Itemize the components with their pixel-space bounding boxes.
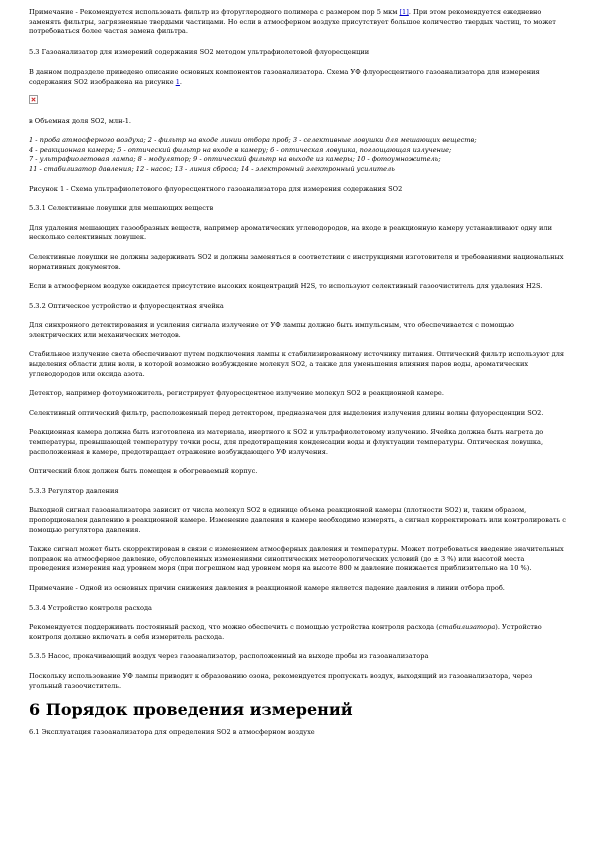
paragraph: Селективные ловушки не должны задерживать SO2 и должны заменяться в соответствии с инструкциями изготовителя и требованиями национальных нормативных документов. (29, 252, 564, 271)
section-5-3-intro-text: В данном подразделе приведено описание основных компонентов газоанализатора. Схема УФ флуоресцентного газоанализатора для измерения содержания SO2 изображена на рисунке (29, 68, 540, 86)
paragraph: Выходной сигнал газоанализатора зависит от числа молекул SO2 в единице объема реакционной камеры (плотности SO2) и, таким образом, пропорционален давлению в реакционной камере. Изменение давления в камере необходимо измерять, а сигнал корректировать или контролировать с помощью регулятора давления. (29, 506, 566, 534)
paragraph: Детектор, например фотоумножитель, регистрирует флуоресцентное излучение молекул SO2 в реакционной камере. (29, 389, 444, 398)
paragraph: Реакционная камера должна быть изготовлена из материала, инертного к SO2 и ультрафиолетовому излучению. Ячейка должна быть нагрета до температуры, превышающей температуру точки росы, для предотвращения конденсации воды и флуктуации температуры. Оптическая ловушка, расположенная в камере, предотвращает отражение возбуждающего УФ излучения. (29, 428, 544, 456)
section-5-3-5-heading: 5.3.5 Насос, прокачивающий воздух через газоанализатор, расположенный на выходе пробы из газоанализатора (29, 652, 429, 661)
paragraph (29, 623, 566, 642)
section-5-3-3-heading: 5.3.3 Регулятор давления (29, 486, 119, 495)
paragraph: Если в атмосферном воздухе ожидается присутствие высоких концентраций H2S, то используют селективный газоочиститель для удаления H2S. (29, 282, 543, 291)
paragraph-start: Рекомендуется поддерживать постоянный расход, что можно обеспечить с помощью устройства контроля расхода ( (29, 623, 439, 632)
paragraph-end: ). Устройство контроля должно включать в себя измеритель расхода. (29, 623, 542, 641)
paragraph: Поскольку использование УФ лампы приводит к образованию озона, рекомендуется пропускать воздух, выходящий из газоанализатора, через угольный газоочиститель. (29, 671, 533, 690)
broken-image-icon (29, 95, 38, 104)
stabilizer-term: стабилизатора (438, 623, 496, 632)
section-5-3-intro-end: . (179, 77, 183, 86)
figure-legend-line-3: 7 - ультрафиолетовая лампа; 8 - модулятор; 9 - оптический фильтр на выходе из камеры; 10 - фотоумножитель; (29, 155, 441, 164)
paragraph: Селективный оптический фильтр, расположенный перед детектором, предназначен для выделения излучения длины волны флуоресценции SO2. (29, 408, 544, 417)
figure-legend-line-1: 1 - проба атмосферного воздуха; 2 - фильтр на входе линии отбора проб; 3 - селективные ловушки для мешающих веществ; (29, 136, 477, 145)
intro-note-text-end: . При этом рекомендуется ежедневно заменять фильтры, загрязненные твердыми частицами. Но если в атмосферном воздухе присутствует большое количество твердых частиц, то может потребоваться более частая замена фильтра. (29, 8, 556, 36)
section-5-3-1-heading: 5.3.1 Селективные ловушки для мешающих веществ (29, 204, 214, 213)
unit-line: в Объемная доля SO2, млн-1. (29, 116, 132, 125)
figure-caption: Рисунок 1 - Схема ультрафиолетового флуоресцентного газоанализатора для измерения содержания SO2 (29, 184, 403, 193)
figure-legend-line-2: 4 - реакционная камера; 5 - оптический фильтр на входе в камеру; 6 - оптическая ловушка, поглощающая излучение; (29, 145, 452, 154)
spacer (29, 175, 566, 185)
section-5-3-4-heading: 5.3.4 Устройство контроля расхода (29, 603, 152, 612)
section-5-3-heading: 5.3 Газоанализатор для измерений содержания SO2 методом ультрафиолетовой флуоресценции (29, 47, 370, 56)
paragraph: Оптический блок должен быть помещен в обогреваемый корпус. (29, 467, 258, 476)
note-paragraph: Примечание - Одной из основных причин снижения давления в реакционной камере является падение давления в линии отбора проб. (29, 583, 505, 592)
spacer (29, 126, 566, 136)
section-5-3-2-heading: 5.3.2 Оптическое устройство и флуоресцентная ячейка (29, 301, 224, 310)
document-page (29, 8, 566, 738)
intro-note (29, 8, 566, 37)
figure-1-link[interactable]: 1 (175, 77, 180, 86)
figure-legend-line-4: 11 - стабилизатор давления; 12 - насос; 13 - линия сброса; 14 - электронный электронный усилитель (29, 164, 395, 173)
paragraph: Для удаления мешающих газообразных веществ, например ароматических углеводородов, на входе в реакционную камеру устанавливают одну или несколько селективных ловушек. (29, 223, 552, 242)
section-6-1-heading: 6.1 Эксплуатация газоанализатора для определения SO2 в атмосферном воздухе (29, 728, 315, 737)
section-6-title: 6 Порядок проведения измерений (29, 700, 353, 720)
section-5-3-intro (29, 68, 566, 87)
reference-link-1[interactable]: [1] (399, 8, 409, 16)
paragraph: Стабильное излучение света обеспечивают путем подключения лампы к стабилизированному источнику питания. Оптический фильтр используют для выделения области длин волн, в которой возможно возбуждение молекул SO2, а также для уменьшения влияния паров воды, ароматических углеводородов или оксида азота. (29, 350, 565, 378)
intro-note-text: Примечание - Рекомендуется использовать фильтр из фторуглеродного полимера с размером пор 5 мкм (29, 8, 400, 16)
paragraph: Для синхронного детектирования и усиления сигнала излучение от УФ лампы должно быть импульсным, что обеспечивается с помощью электрических или механических методов. (29, 321, 514, 339)
paragraph: Также сигнал может быть скорректирован в связи с изменением атмосферных давления и температуры. Может потребоваться введение значительных поправок на атмосферное давление, обусловленных изменениями синоптических метеорологических условий (до ± 3 %) или высотой места проведения измерения над уровнем моря (при погрешном над уровнем моря на высоте 800 м давление понижается приблизительно на 10 %). (29, 545, 564, 573)
